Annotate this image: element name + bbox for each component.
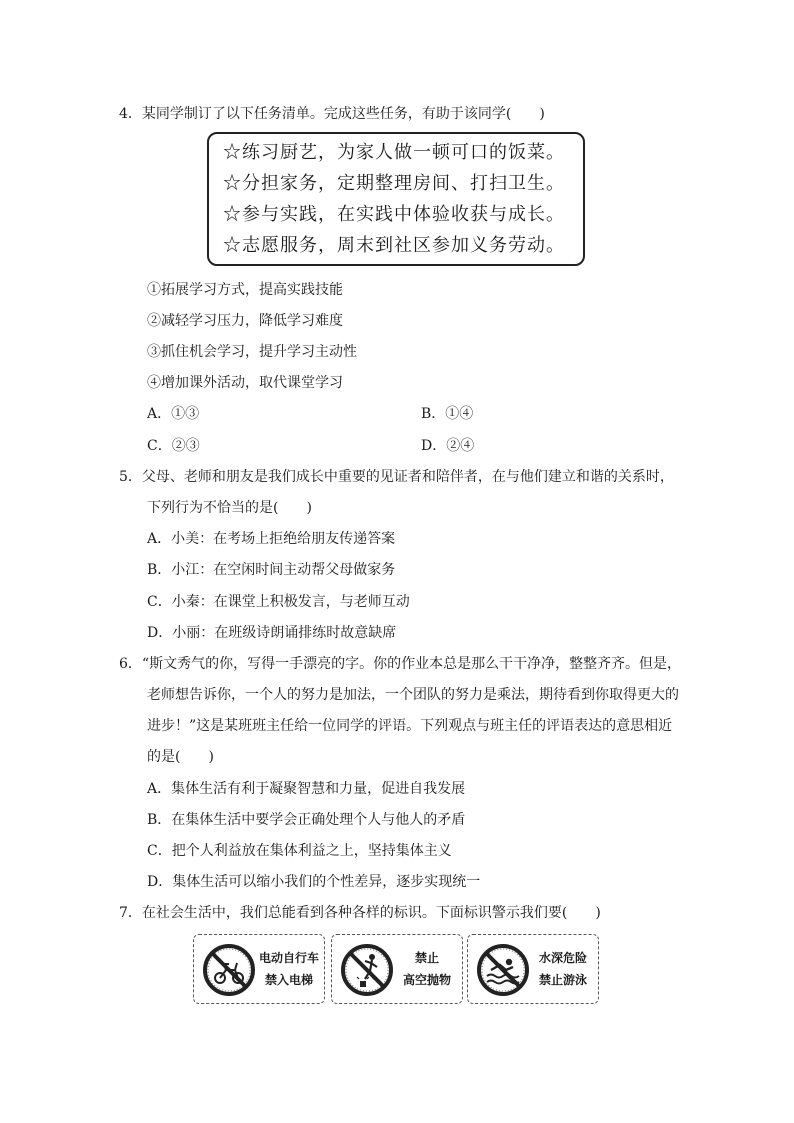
q5-option-b: B．小江：在空闲时间主动帮父母做家务 [147, 562, 396, 578]
q5-option-c: C．小秦：在课堂上积极发言，与老师互动 [147, 594, 410, 610]
q6-option-a: A．集体生活有利于凝聚智慧和力量，促进自我发展 [147, 781, 466, 797]
q4-statement-4: ④增加课外活动，取代课堂学习 [147, 375, 343, 391]
q4-task-4: ☆志愿服务，周末到社区参加义务劳动。 [223, 235, 565, 256]
q6-stem-line-1: 6．“斯文秀气的你，写得一手漂亮的字。你的作业本总是那么干干净净，整整齐齐。但是， [119, 656, 682, 672]
no-ebike-in-elevator-icon [202, 943, 256, 997]
q7-stem: 7．在社会生活中，我们总能看到各种各样的标识。下面标识警示我们要( ) [119, 905, 601, 921]
q5-stem-line-2: 下列行为不恰当的是( ) [147, 500, 312, 516]
sign-2-label-line-1: 禁止 [414, 951, 439, 965]
q4-option-c: C．②③ [147, 438, 200, 454]
no-throwing-from-height-icon [340, 943, 394, 997]
q5-stem-line-1: 5．父母、老师和朋友是我们成长中重要的见证者和陪伴者，在与他们建立和谐的关系时， [119, 469, 674, 485]
sign-card-no-swimming [467, 934, 599, 1004]
q5-option-d: D．小丽：在班级诗朗诵排练时故意缺席 [147, 625, 397, 641]
q6-option-c: C．把个人利益放在集体利益之上，坚持集体主义 [147, 843, 452, 859]
sign-1-label-line-2: 禁入电梯 [264, 973, 313, 987]
q4-statement-1: ①拓展学习方式，提高实践技能 [147, 282, 343, 298]
sign-card-no-ebike [193, 934, 325, 1004]
q6-option-b: B．在集体生活中要学会正确处理个人与他人的矛盾 [147, 812, 466, 828]
q6-option-d: D．集体生活可以缩小我们的个性差异，逐步实现统一 [147, 874, 481, 890]
q6-stem-line-4: 的是( ) [147, 749, 214, 765]
q4-option-d: D．②④ [421, 438, 475, 454]
q4-task-1: ☆练习厨艺，为家人做一顿可口的饭菜。 [223, 142, 565, 163]
q4-statement-3: ③抓住机会学习，提升学习主动性 [147, 344, 357, 360]
sign-2-label-line-2: 高空抛物 [402, 973, 451, 987]
q4-stem: 4．某同学制订了以下任务清单。完成这些任务，有助于该同学( ) [119, 106, 545, 122]
q4-statement-2: ②减轻学习压力，降低学习难度 [147, 313, 343, 329]
q6-stem-line-2: 老师想告诉你，一个人的努力是加法，一个团队的努力是乘法，期待看到你取得更大的 [147, 687, 679, 703]
q5-option-a: A．小美：在考场上拒绝给朋友传递答案 [147, 531, 396, 547]
sign-3-label-line-1: 水深危险 [538, 951, 587, 965]
q4-task-3: ☆参与实践，在实践中体验收获与成长。 [223, 204, 565, 225]
q4-task-2: ☆分担家务，定期整理房间、打扫卫生。 [223, 173, 565, 194]
q4-option-b: B．①④ [421, 406, 474, 422]
sign-3-label-line-2: 禁止游泳 [538, 973, 587, 987]
sign-1-label-line-1: 电动自行车 [258, 951, 319, 965]
no-swimming-icon [476, 943, 530, 997]
q4-option-a: A．①③ [147, 406, 200, 422]
q6-stem-line-3: 进步！”这是某班班主任给一位同学的评语。下列观点与班主任的评语表达的意思相近 [147, 718, 673, 734]
q4-task-list-box [207, 132, 585, 266]
sign-card-no-throwing [331, 934, 463, 1004]
